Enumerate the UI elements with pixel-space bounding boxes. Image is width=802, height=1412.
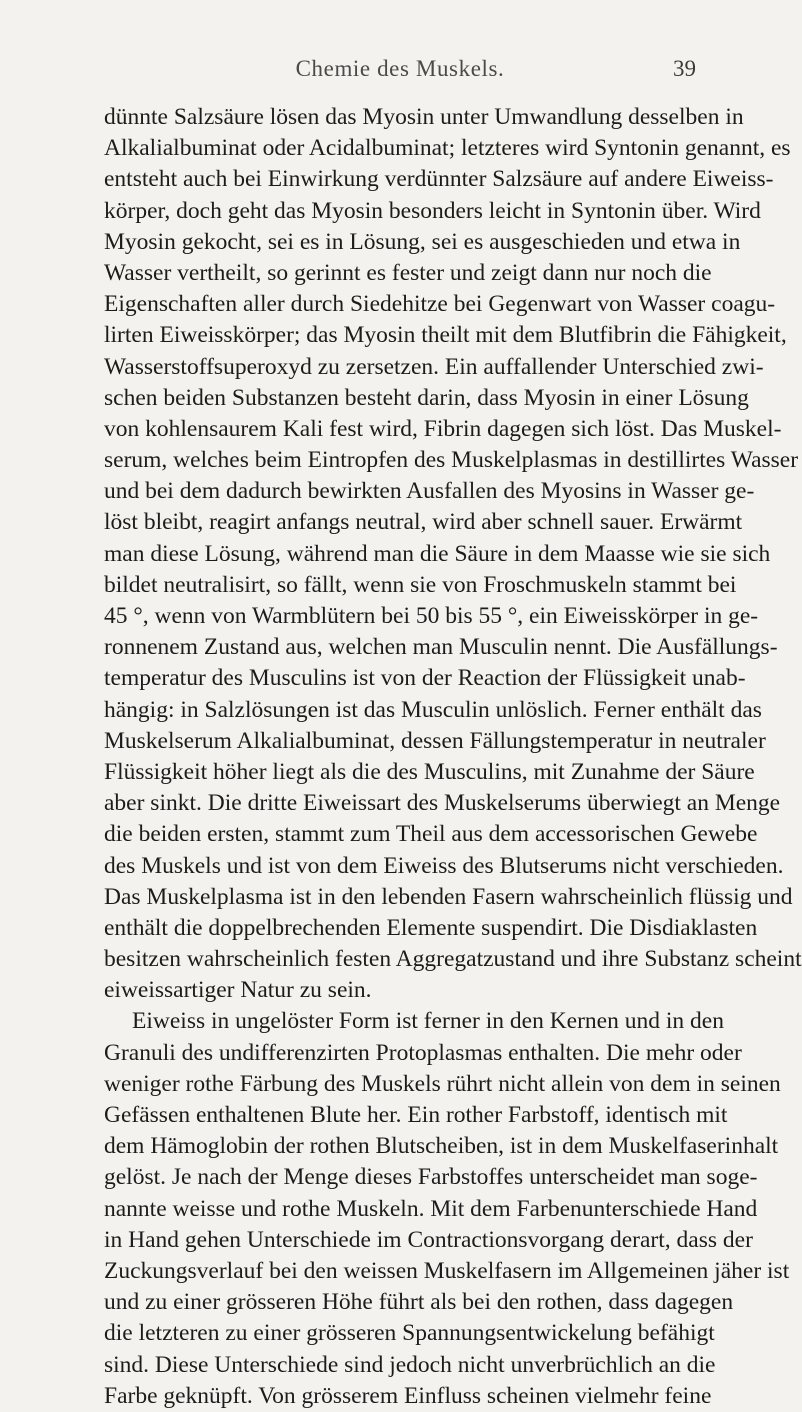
text-line: Das Muskelplasma ist in den lebenden Fasern wahrscheinlich flüssig und <box>104 883 793 910</box>
text-line: Wasser vertheilt, so gerinnt es fester und zeigt dann nur noch die <box>104 259 712 286</box>
text-line: Myosin gekocht, sei es in Lösung, sei es ausgeschieden und etwa in <box>104 228 741 255</box>
text-line: von kohlensaurem Kali fest wird, Fibrin dagegen sich löst. Das Muskel- <box>104 415 782 442</box>
page-number: 39 <box>673 56 696 81</box>
body-text <box>104 102 802 1412</box>
text-line: weniger rothe Färbung des Muskels rührt nicht allein von dem in seinen <box>104 1070 781 1097</box>
text-line: entsteht auch bei Einwirkung verdünnter Salzsäure auf andere Eiweiss- <box>104 166 774 193</box>
text-line: 45 °, wenn von Warmblütern bei 50 bis 55 °, ein Eiweisskörper in ge- <box>104 603 759 629</box>
text-line: Farbe geknüpft. Von grösserem Einfluss scheinen vielmehr feine <box>104 1382 712 1409</box>
running-head <box>0 56 800 90</box>
text-line: aber sinkt. Die dritte Eiweissart des Muskelserums überwiegt an Menge <box>104 790 781 817</box>
text-line: des Muskels und ist von dem Eiweiss des Blutserums nicht verschieden. <box>104 852 784 879</box>
text-line: gelöst. Je nach der Menge dieses Farbstoffes unterscheidet man soge- <box>104 1164 758 1191</box>
text-line: dem Hämoglobin der rothen Blutscheiben, ist in dem Muskelfaserinhalt <box>104 1133 779 1160</box>
text-line: schen beiden Substanzen besteht darin, dass Myosin in einer Lösung <box>104 384 749 411</box>
paragraph-end-line: eiweissartiger Natur zu sein. <box>104 977 372 1004</box>
text-line: Granuli des undifferenzirten Protoplasmas enthalten. Die mehr oder <box>104 1039 742 1066</box>
text-line: körper, doch geht das Myosin besonders leicht in Syntonin über. Wird <box>104 197 761 224</box>
text-line: die beiden ersten, stammt zum Theil aus dem accessorischen Gewebe <box>104 821 758 848</box>
text-line: Wasserstoffsuperoxyd zu zersetzen. Ein auffallender Unterschied zwi- <box>104 353 764 380</box>
text-line: und zu einer grösseren Höhe führt als bei den rothen, dass dagegen <box>104 1289 734 1316</box>
text-line: lirten Eiweisskörper; das Myosin theilt mit dem Blutfibrin die Fähigkeit, <box>104 322 787 349</box>
text-line: löst bleibt, reagirt anfangs neutral, wird aber schnell sauer. Erwärmt <box>104 509 743 536</box>
text-line: in Hand gehen Unterschiede im Contractionsvorgang derart, dass der <box>104 1226 753 1253</box>
text-line: die letzteren zu einer grösseren Spannungsentwickelung befähigt <box>104 1320 715 1347</box>
text-line: ronnenem Zustand aus, welchen man Musculin nennt. Die Ausfällungs- <box>104 634 778 661</box>
text-line: man diese Lösung, während man die Säure in dem Maasse wie sie sich <box>104 540 771 567</box>
text-line: temperatur des Musculins ist von der Reaction der Flüssigkeit unab- <box>104 665 746 692</box>
running-title: Chemie des Muskels. <box>295 56 505 81</box>
text-line: Eigenschaften aller durch Siedehitze bei Gegenwart von Wasser coagu- <box>104 291 776 318</box>
text-line: Alkalialbuminat oder Acidalbuminat; letzteres wird Syntonin genannt, es <box>104 135 791 162</box>
text-line: serum, welches beim Eintropfen des Muskelplasmas in destillirtes Wasser <box>104 447 799 474</box>
text-line: bildet neutralisirt, so fällt, wenn sie von Froschmuskeln stammt bei <box>104 571 737 598</box>
text-line: enthält die doppelbrechenden Elemente suspendirt. Die Disdiaklasten <box>104 914 758 941</box>
text-line: Gefässen enthaltenen Blute her. Ein rother Farbstoff, identisch mit <box>104 1102 728 1128</box>
text-line: und bei dem dadurch bewirkten Ausfallen des Myosins in Wasser ge- <box>104 478 755 505</box>
text-line: dünnte Salzsäure lösen das Myosin unter Umwandlung desselben in <box>104 104 744 130</box>
text-line: besitzen wahrscheinlich festen Aggregatzustand und ihre Substanz scheint <box>104 946 802 973</box>
text-line: sind. Diese Unterschiede sind jedoch nicht unverbrüchlich an die <box>104 1351 716 1378</box>
text-line: Muskelserum Alkalialbuminat, dessen Fällungstemperatur in neutraler <box>104 727 766 754</box>
text-line: nannte weisse und rothe Muskeln. Mit dem Farbenunterschiede Hand <box>104 1195 758 1222</box>
paragraph-start-line: Eiweiss in ungelöster Form ist ferner in den Kernen und in den <box>132 1008 724 1035</box>
text-line: Zuckungsverlauf bei den weissen Muskelfasern im Allgemeinen jäher ist <box>104 1257 790 1284</box>
text-line: hängig: in Salzlösungen ist das Musculin unlöslich. Ferner enthält das <box>104 696 762 723</box>
text-line: Flüssigkeit höher liegt als die des Musculins, mit Zunahme der Säure <box>104 758 755 785</box>
